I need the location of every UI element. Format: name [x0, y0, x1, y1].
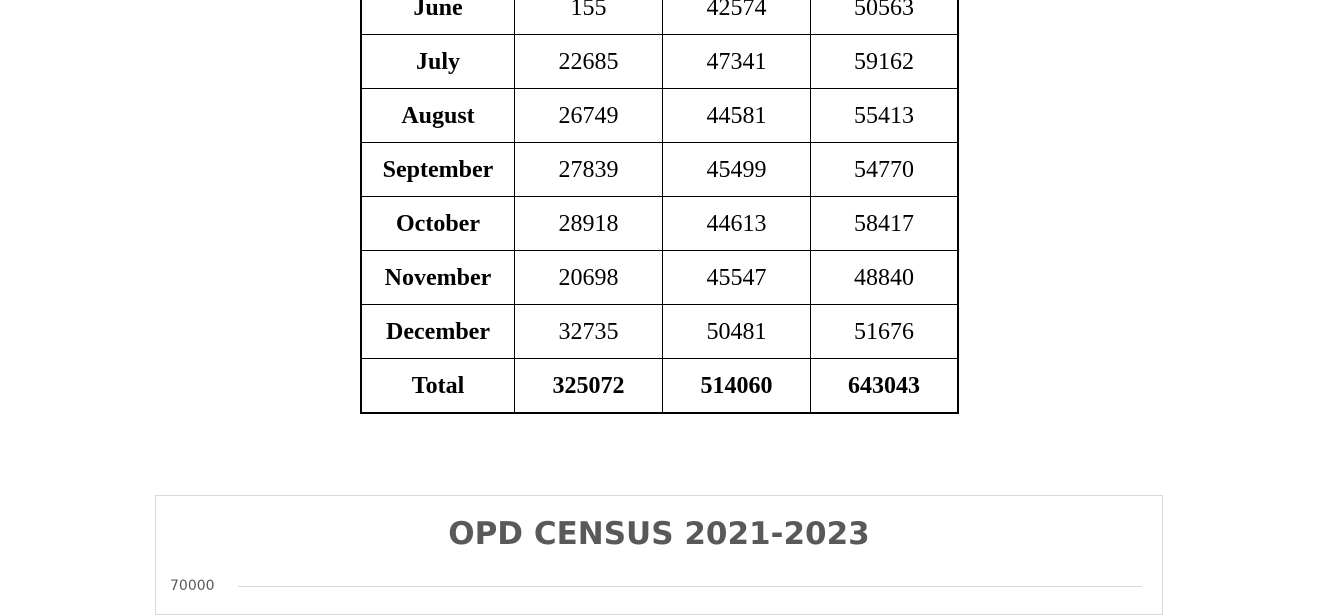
table-body: [361, 0, 958, 413]
row-cell: 45547: [663, 251, 811, 305]
row-cell: 55413: [811, 89, 959, 143]
total-row: [361, 359, 958, 414]
row-cell: 32735: [515, 305, 663, 359]
row-month: October: [361, 197, 515, 251]
row-cell: 44581: [663, 89, 811, 143]
table-row: [361, 197, 958, 251]
row-cell: 58417: [811, 197, 959, 251]
chart-panel: [155, 495, 1163, 615]
table-row: [361, 0, 958, 35]
row-month: November: [361, 251, 515, 305]
table-row: [361, 305, 958, 359]
row-cell: 59162: [811, 35, 959, 89]
row-cell: 20698: [515, 251, 663, 305]
total-cell: 514060: [663, 359, 811, 414]
row-cell: 45499: [663, 143, 811, 197]
row-month: September: [361, 143, 515, 197]
table-row: [361, 143, 958, 197]
row-cell: 50481: [663, 305, 811, 359]
row-cell: 51676: [811, 305, 959, 359]
y-axis-tick-label: 70000: [170, 578, 215, 594]
row-cell: 47341: [663, 35, 811, 89]
row-cell: 155: [515, 0, 663, 35]
row-cell: 27839: [515, 143, 663, 197]
row-cell: 42574: [663, 0, 811, 35]
row-cell: 44613: [663, 197, 811, 251]
row-cell: 22685: [515, 35, 663, 89]
table-row: [361, 35, 958, 89]
opd-census-table: [360, 0, 959, 414]
chart-gridline: [238, 586, 1142, 587]
total-label: Total: [361, 359, 515, 414]
table-row: [361, 89, 958, 143]
row-month: July: [361, 35, 515, 89]
row-cell: 48840: [811, 251, 959, 305]
row-month: August: [361, 89, 515, 143]
chart-title: OPD CENSUS 2021-2023: [448, 516, 870, 552]
row-cell: 28918: [515, 197, 663, 251]
row-month: December: [361, 305, 515, 359]
table-row: [361, 251, 958, 305]
row-cell: 50563: [811, 0, 959, 35]
total-cell: 325072: [515, 359, 663, 414]
row-month: June: [361, 0, 515, 35]
row-cell: 54770: [811, 143, 959, 197]
row-cell: 26749: [515, 89, 663, 143]
total-cell: 643043: [811, 359, 959, 414]
